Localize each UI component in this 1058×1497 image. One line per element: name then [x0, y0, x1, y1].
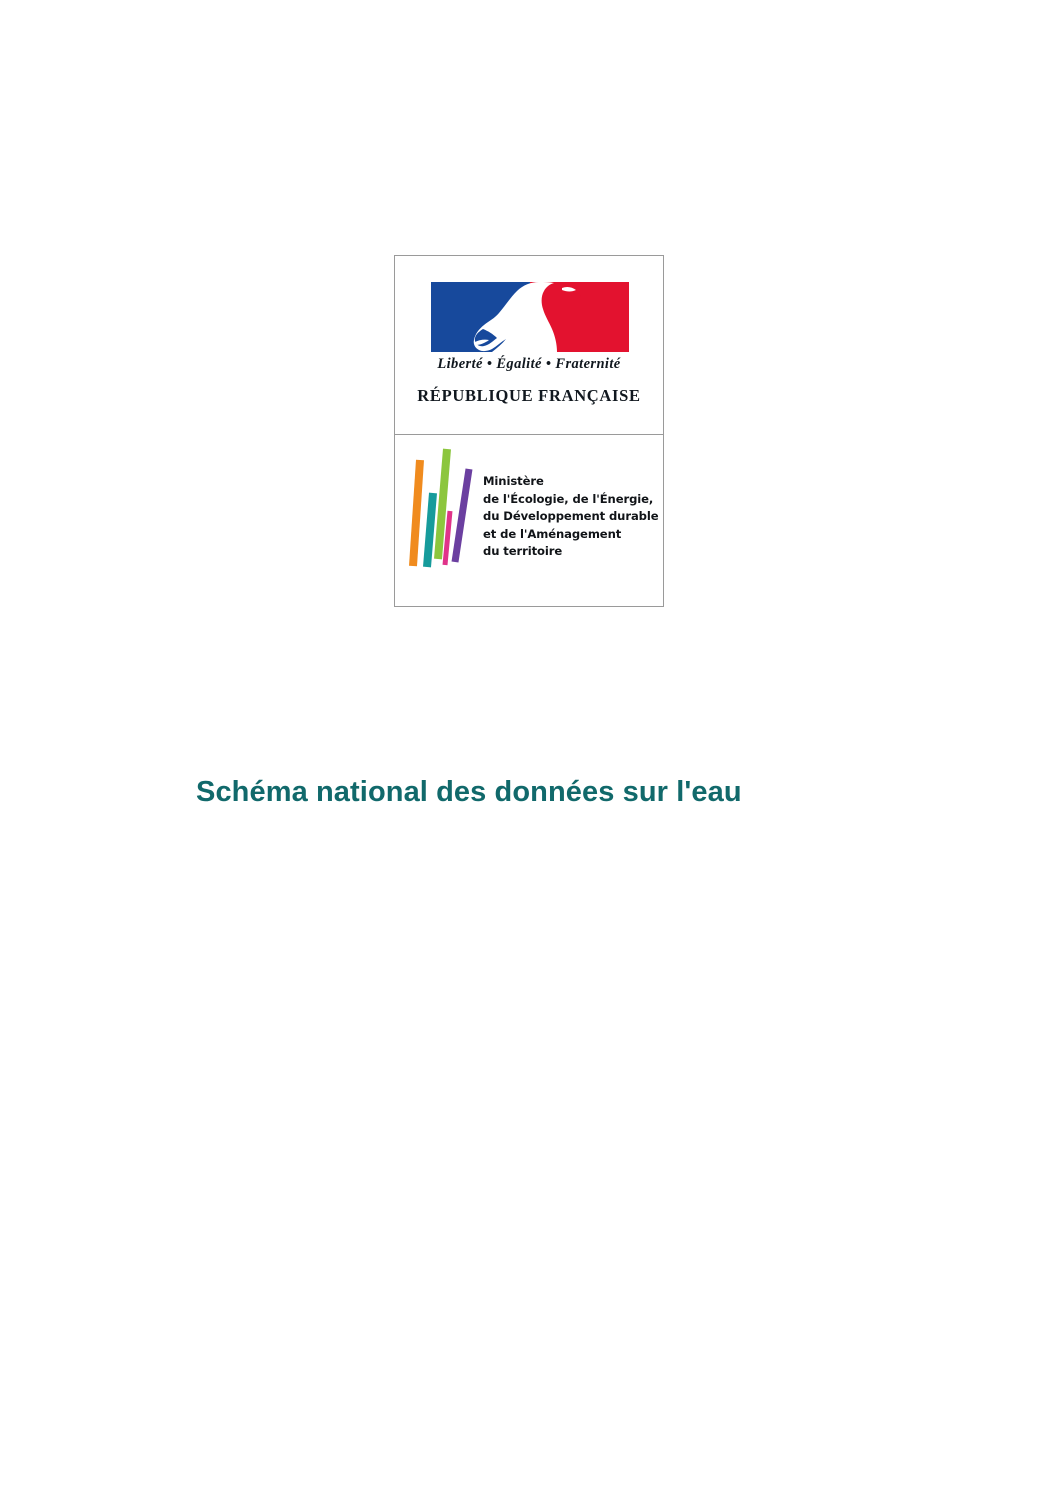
ministry-line-3: du Développement durable: [483, 509, 659, 524]
marianne-profile-icon: [431, 282, 629, 352]
ministry-line-4: et de l'Aménagement: [483, 526, 622, 541]
ministry-line-1: Ministère: [483, 474, 544, 488]
ministry-line-5: du territoire: [483, 544, 563, 559]
ministry-strokes-icon: [395, 435, 495, 606]
devise-text: Liberté • Égalité • Fraternité: [437, 356, 621, 372]
ministry-logo: [395, 435, 663, 606]
republic-text: RÉPUBLIQUE FRANÇAISE: [417, 386, 641, 405]
ministry-line-2: de l'Écologie, de l'Énergie,: [483, 491, 654, 506]
page-title: Schéma national des données sur l'eau: [196, 776, 742, 808]
republique-francaise-logo: [395, 256, 663, 434]
ministry-logo-block: [394, 255, 664, 607]
french-flag-marianne-icon: [431, 282, 629, 352]
ministry-name: [483, 473, 658, 561]
